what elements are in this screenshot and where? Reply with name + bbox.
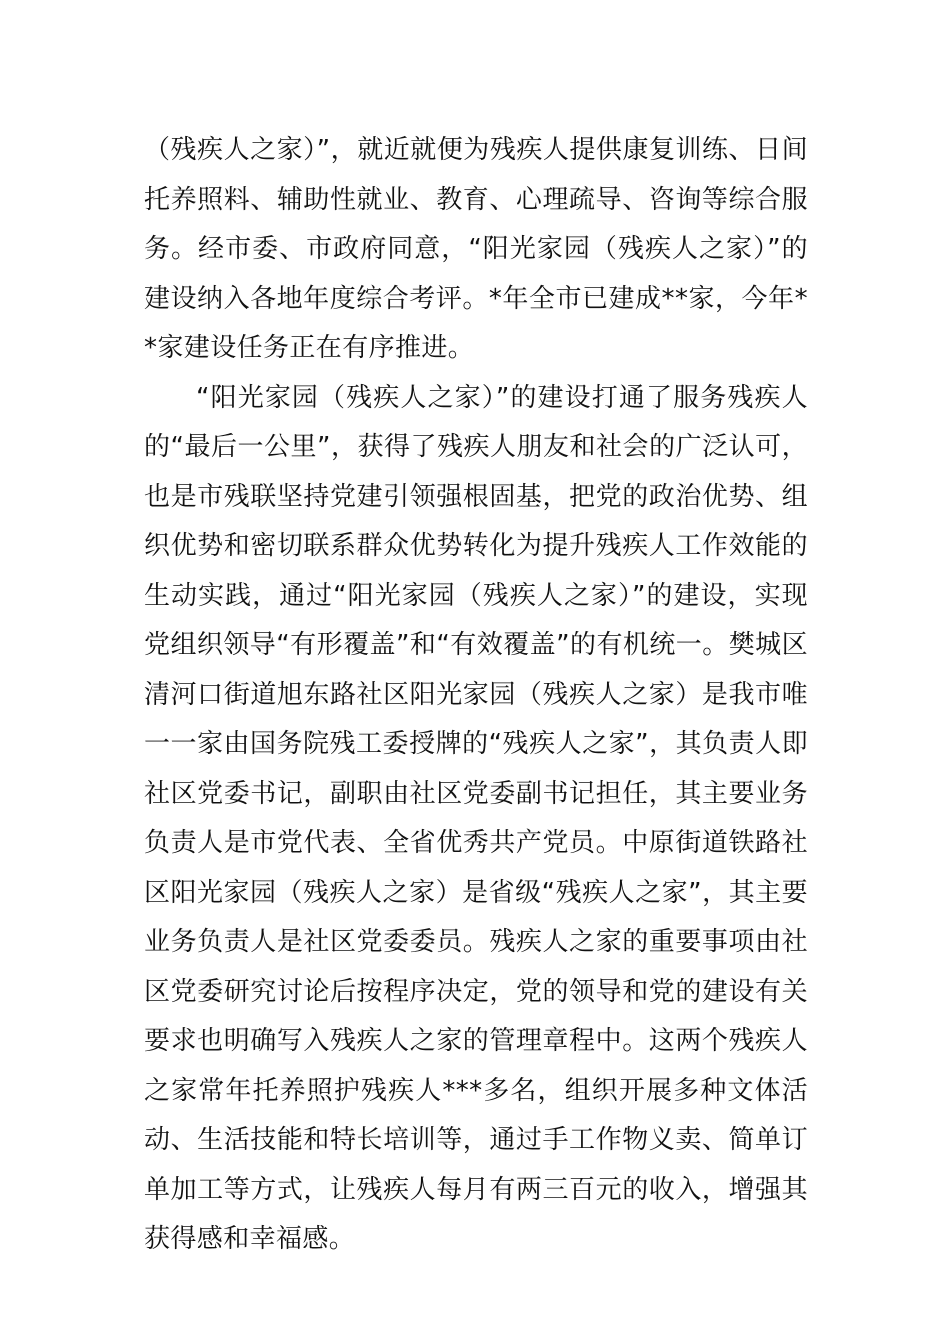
paragraph-continued: （残疾人之家）”，就近就便为残疾人提供康复训练、日间托养照料、辅助性就业、教育、心理疏导、咨询等综合服务。经市委、市政府同意，“阳光家园（残疾人之家）”的建设纳入各地年度综合考评。*年全市已建成**家，今年**家建设任务正在有序推进。 bbox=[144, 135, 808, 363]
document-body bbox=[144, 126, 808, 1265]
paragraph-sunshine-home: “阳光家园（残疾人之家）”的建设打通了服务残疾人的“最后一公里”，获得了残疾人朋友和社会的广泛认可，也是市残联坚持党建引领强根固基，把党的政治优势、组织优势和密切联系群众优势转化为提升残疾人工作效能的生动实践，通过“阳光家园（残疾人之家）”的建设，实现党组织领导“有形覆盖”和“有效覆盖”的有机统一。樊城区清河口街道旭东路社区阳光家园（残疾人之家）是我市唯一一家由国务院残工委授牌的“残疾人之家”，其负责人即社区党委书记，副职由社区党委副书记担任，其主要业务负责人是市党代表、全省优秀共产党员。中原街道铁路社区阳光家园（残疾人之家）是省级“残疾人之家”，其主要业务负责人是社区党委委员。残疾人之家的重要事项由社区党委研究讨论后按程序决定，党的领导和党的建设有关要求也明确写入残疾人之家的管理章程中。这两个残疾人之家常年托养照护残疾人***多名，组织开展多种文体活动、生活技能和特长培训等，通过手工作物义卖、简单订单加工等方式，让残疾人每月有两三百元的收入，增强其获得感和幸福感。 bbox=[144, 382, 808, 1254]
